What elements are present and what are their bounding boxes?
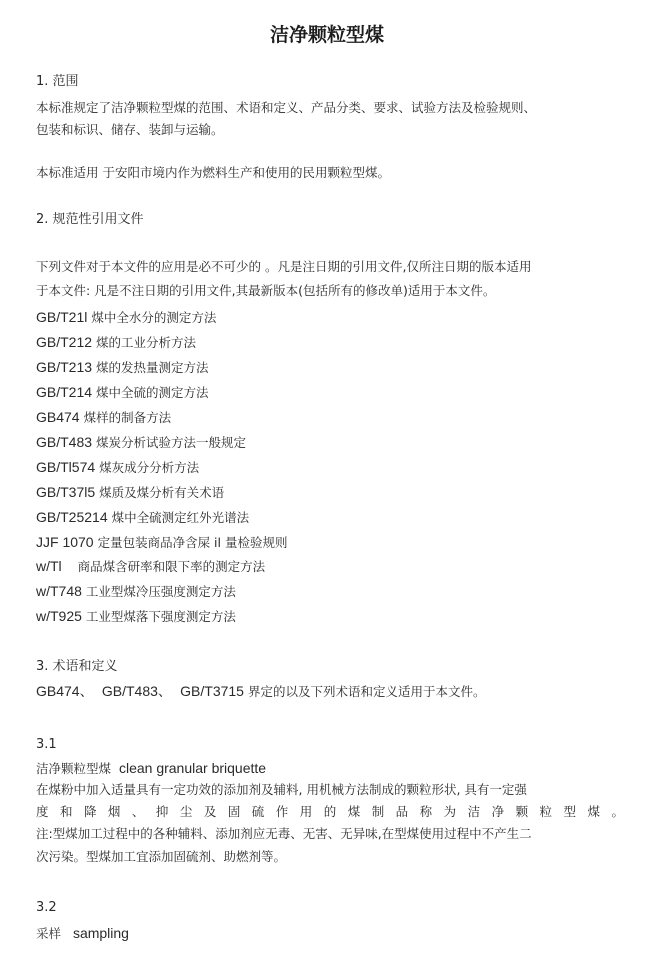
clause-number: 3.2 — [36, 900, 57, 915]
reference-title: 煤中全硫测定红外光谱法 — [107, 510, 250, 525]
reference-title: 煤中全水分的测定方法 — [87, 310, 217, 325]
reference-title: 定量包装商品净含屎 il 量检验规则 — [93, 535, 288, 550]
reference-code: GB/T213 — [36, 359, 93, 375]
section-3-scope-line — [36, 683, 624, 701]
reference-item — [36, 309, 624, 327]
section-1-scope-paragraph: 本标准适用 于安阳市境内作为燃料生产和使用的民用颗粒型煤。 — [36, 165, 390, 180]
reference-code: GB/Tl574 — [36, 459, 96, 475]
reference-item — [36, 509, 624, 527]
reference-item — [36, 384, 624, 402]
term-chinese: 洁净颗粒型煤 — [36, 761, 112, 776]
term-english: clean granular briquette — [118, 760, 267, 776]
section-3-scope-text: 界定的以及下列术语和定义适用于本文件。 — [243, 684, 486, 699]
term-chinese: 采样 — [36, 926, 62, 941]
reference-code: GB/T37l5 — [36, 484, 96, 500]
reference-title: 工业型煤落下强度测定方法 — [81, 609, 236, 624]
definition-line: 在煤粉中加入适量具有一定功效的添加剂及辅料, 用机械方法制成的颗粒形状, 具有一定强 — [36, 782, 527, 797]
reference-code: w/T925 — [36, 608, 82, 624]
section-2-heading: 2. 规范性引用文件 — [36, 212, 144, 227]
reference-code: JJF 1070 — [36, 534, 94, 550]
reference-item — [36, 434, 624, 452]
reference-title: 煤中全硫的测定方法 — [92, 385, 209, 400]
reference-code: GB/T25214 — [36, 509, 108, 525]
section-2-intro-line: 于本文件: 凡是不注日期的引用文件,其最新版本(包括所有的修改单)适用于本文件。 — [36, 283, 496, 298]
reference-item — [36, 359, 624, 377]
section-1-heading: 1. 范围 — [36, 74, 79, 89]
reference-code: w/Tl — [36, 558, 62, 574]
note-line: 次污染。型煤加工宜添加固硫剂、助燃剂等。 — [36, 849, 287, 864]
reference-item — [36, 334, 624, 352]
reference-item — [36, 534, 624, 552]
reference-code: w/T748 — [36, 583, 82, 599]
document-title: 洁净颗粒型煤 — [269, 24, 384, 46]
reference-title: 工业型煤冷压强度测定方法 — [81, 584, 236, 599]
reference-title: 煤炭分析试验方法一般规定 — [92, 435, 247, 450]
reference-title: 煤样的制备方法 — [79, 410, 172, 425]
reference-code: GB/T3715 — [180, 683, 244, 699]
reference-item — [36, 484, 624, 502]
reference-code: GB474 — [36, 409, 80, 425]
section-3-heading: 3. 术语和定义 — [36, 659, 118, 674]
reference-item — [36, 409, 624, 427]
reference-code: GB/T483、 — [101, 683, 172, 699]
reference-item — [36, 583, 624, 601]
term-entry — [36, 760, 624, 777]
reference-code: GB474、 — [36, 683, 94, 699]
reference-code: GB/T214 — [36, 384, 93, 400]
reference-code: GB/T483 — [36, 434, 93, 450]
reference-item — [36, 459, 624, 477]
reference-title: 煤的发热量测定方法 — [92, 360, 209, 375]
note-line: 注:型煤加工过程中的各种辅料、添加剂应无毒、无害、无异味,在型煤使用过程中不产生二 — [36, 826, 532, 841]
reference-item — [36, 608, 624, 626]
section-1-paragraph-line: 本标准规定了洁净颗粒型煤的范围、术语和定义、产品分类、要求、试验方法及检验规则、 — [36, 100, 537, 115]
definition-line: 度和降烟、抑尘及固硫作用的煤制品称为洁净颗粒型煤。 — [36, 804, 624, 819]
section-2-intro-line: 下列文件对于本文件的应用是必不可少的 。凡是注日期的引用文件,仅所注日期的版本适用 — [36, 259, 532, 274]
reference-title: 商品煤含研率和限下率的测定方法 — [61, 559, 266, 574]
reference-code: GB/T212 — [36, 334, 93, 350]
reference-title: 煤灰成分分析方法 — [95, 460, 200, 475]
term-english: sampling — [72, 925, 129, 941]
clause-number: 3.1 — [36, 737, 57, 752]
reference-item — [36, 558, 624, 576]
section-1-paragraph-line: 包装和标识、储存、装卸与运输。 — [36, 122, 224, 137]
reference-title: 煤质及煤分析有关术语 — [95, 485, 225, 500]
term-entry — [36, 925, 624, 942]
reference-title: 煤的工业分析方法 — [92, 335, 197, 350]
reference-code: GB/T21l — [36, 309, 88, 325]
